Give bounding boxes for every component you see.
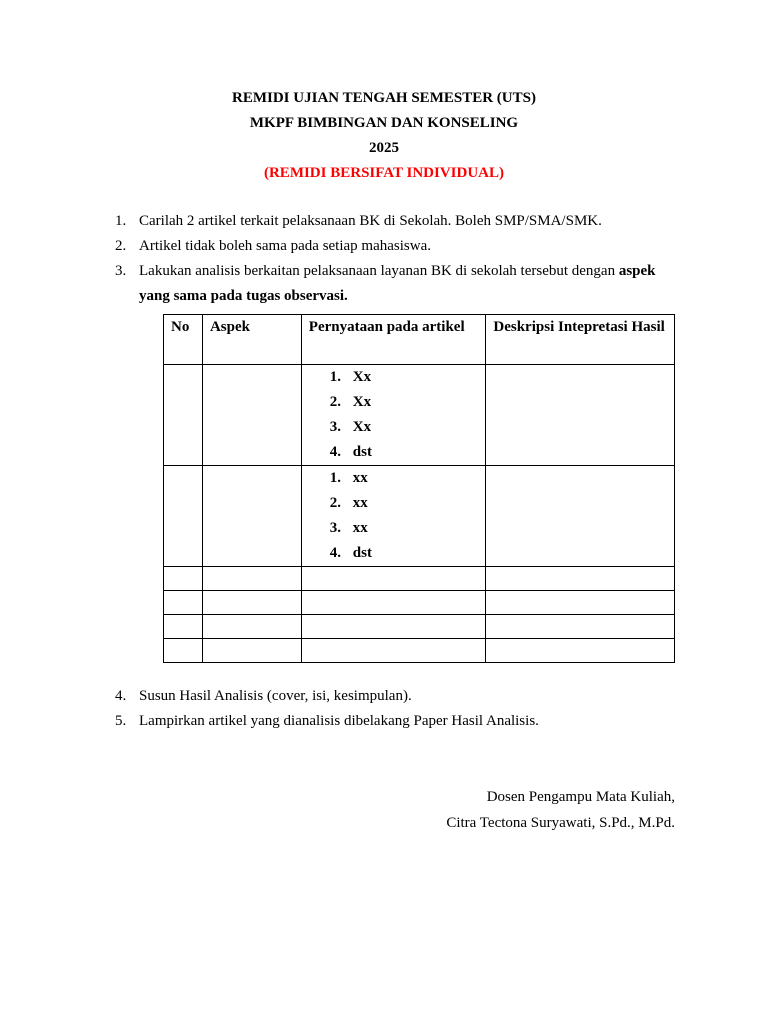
instruction-text: Carilah 2 artikel terkait pelaksanaan BK di Sekolah. Boleh SMP/SMA/SMK. xyxy=(139,213,602,229)
instruction-text xyxy=(139,259,684,309)
cell-deskripsi xyxy=(486,466,675,567)
instruction-text-regular: Lakukan analisis berkaitan pelaksanaan layanan BK di sekolah tersebut dengan xyxy=(139,263,619,279)
list-item: 3. xx xyxy=(329,520,368,536)
table-row xyxy=(164,365,675,466)
title-line-2: MKPF BIMBINGAN DAN KONSELING xyxy=(249,115,519,131)
instruction-number: 2. xyxy=(115,238,127,254)
list-item: 3. Xx xyxy=(329,419,372,435)
cell-aspek xyxy=(202,365,301,466)
table-row-empty xyxy=(164,639,675,663)
title-line-1: REMIDI UJIAN TENGAH SEMESTER (UTS) xyxy=(232,90,536,106)
table-row xyxy=(164,466,675,567)
instruction-text: Artikel tidak boleh sama pada setiap mahasiswa. xyxy=(139,238,431,254)
list-item: 2. xx xyxy=(329,495,368,511)
header-deskripsi: Deskripsi Intepretasi Hasil xyxy=(486,315,675,365)
cell-aspek xyxy=(202,466,301,567)
list-item: 2. Xx xyxy=(329,394,372,410)
cell-no xyxy=(164,466,203,567)
instruction-text: Lampirkan artikel yang dianalisis dibelakang Paper Hasil Analisis. xyxy=(139,713,539,729)
table-header-row xyxy=(164,315,675,365)
table-row-empty xyxy=(164,591,675,615)
instruction-number: 5. xyxy=(115,713,127,729)
cell-no xyxy=(164,365,203,466)
header-pernyataan: Pernyataan pada artikel xyxy=(301,315,486,365)
list-item: 4. dst xyxy=(329,545,372,561)
table-row-empty xyxy=(164,567,675,591)
signature-role: Dosen Pengampu Mata Kuliah, xyxy=(486,789,675,805)
title-year: 2025 xyxy=(369,140,399,156)
list-item: 1. xx xyxy=(329,470,368,486)
list-item: 4. dst xyxy=(329,444,372,460)
cell-pernyataan-list xyxy=(301,365,486,466)
instruction-number: 4. xyxy=(115,688,127,704)
signature-name: Citra Tectona Suryawati, S.Pd., M.Pd. xyxy=(446,815,675,831)
instruction-number: 1. xyxy=(115,213,127,229)
instruction-text-bold: aspek yang sama pada tugas observasi. xyxy=(139,263,656,304)
table-row-empty xyxy=(164,615,675,639)
instruction-number: 3. xyxy=(115,263,127,279)
cell-pernyataan-list xyxy=(301,466,486,567)
header-no: No xyxy=(164,315,203,365)
instruction-text: Susun Hasil Analisis (cover, isi, kesimpulan). xyxy=(139,688,412,704)
header-aspek: Aspek xyxy=(202,315,301,365)
list-item: 1. Xx xyxy=(329,369,372,385)
cell-deskripsi xyxy=(486,365,675,466)
individual-note: (REMIDI BERSIFAT INDIVIDUAL) xyxy=(263,165,505,181)
analysis-table xyxy=(163,314,675,663)
